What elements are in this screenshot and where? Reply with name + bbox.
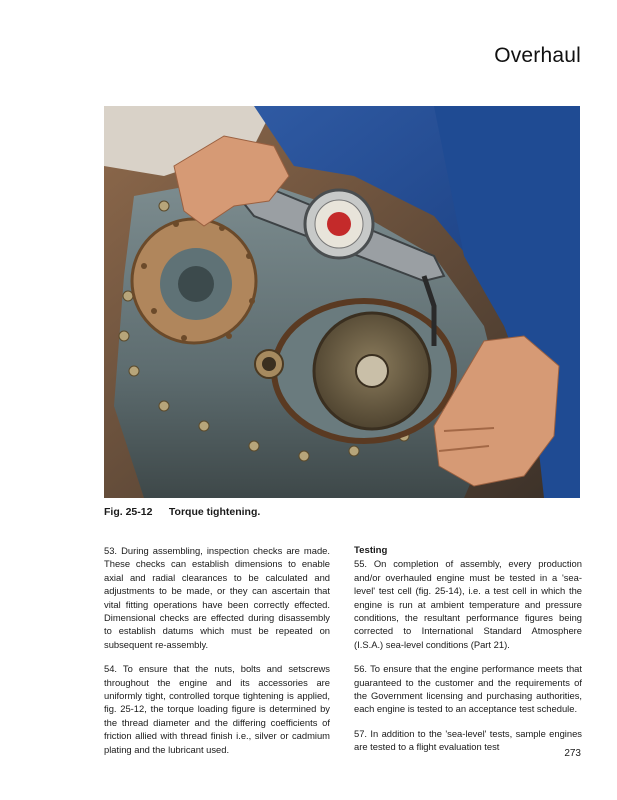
paragraph-54: 54. To ensure that the nuts, bolts and setscrews throughout the engine and its accessories are uniformly tight, controlled torque tightening is applied, fig. 25-12, the torque loading figure is determined by the thread diameter and the differing coefficients of friction allied with thread finish i.e., silver or cadmium plating and the lubricant used.	[104, 663, 330, 755]
paragraph-55: 55. On completion of assembly, every production and/or overhauled engine must be tested in a 'sea-level' test cell (fig. 25-14), i.e. a test cell in which the engine is run at ambient temperature and pressure conditions, the resultant performance figures being corrected to International Standard Atmosphere (I.S.A.) sea-level conditions (Part 21).	[354, 558, 582, 650]
figure-number: Fig. 25-12	[104, 506, 153, 518]
figure-caption-text: Torque tightening.	[168, 506, 261, 518]
paragraph-53: 53. During assembling, inspection checks are made. These checks can establish dimensions to enable axial and radial clearances to be calculated and adjustments to be made, or they can ascertain that vital fitting operations have been correctly effected. Dimensional checks are effected during disassembly to establish datums which must be repeated on subsequent re-assembly.	[104, 545, 330, 650]
page-title: Overhaul	[494, 44, 581, 67]
right-text-column	[354, 544, 582, 765]
section-heading-testing: Testing	[354, 545, 388, 556]
torque-tightening-photo	[104, 106, 580, 498]
page-number: 273	[564, 748, 581, 759]
paragraph-57: 57. In addition to the 'sea-level' tests, sample engines are tested to a flight evaluation test	[354, 727, 582, 753]
paragraph-56: 56. To ensure that the engine performance meets that guaranteed to the customer and the requirements of the Government licensing and purchasing authorities, each engine is tested to an acceptance test schedule.	[354, 663, 582, 715]
left-text-column	[104, 544, 330, 767]
figure-caption	[104, 506, 260, 518]
